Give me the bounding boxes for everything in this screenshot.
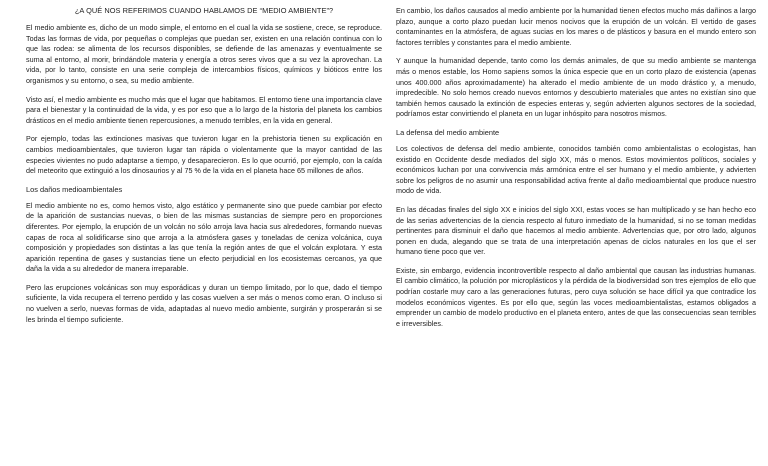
paragraph: El medio ambiente no es, como hemos visto, algo estático y permanente sino que puede cambiar por efecto de la aparición de sustancias nuevas, o bien de las mismas sustancias de siempre pero en proporciones diferentes. Por ejemplo, la erupción de un volcán no sólo arroja lava hacia sus alrededores, formando nuevas capas de roca al solidificarse sino que arroja a la atmósfera gases y toneladas de ceniza volcánica, cuya composición y propiedades son distintas a las que tenía la región antes de que el volcán explotara. Y esta aparición repentina de gases y sustancias tiene un efecto perjudicial en los ecosistemas cercanos, ya que daña la vida a su alrededor de manera irreparable.	[26, 200, 382, 274]
right-column	[396, 6, 756, 466]
section-heading-danos: Los daños medioambientales	[26, 184, 123, 194]
section-heading-defensa: La defensa del medio ambiente	[396, 127, 500, 137]
paragraph: En las décadas finales del siglo XX e inicios del siglo XXI, estas voces se han multiplicado y se han hecho eco de las serias advertencias de la ciencia respecto al futuro inmediato de la humanidad, si no se toman medidas pertinentes para disminuir el daño que hacemos al medio ambiente. Advertencias que, por otro lado, algunos ponen en duda, alegando que se trata de una interpretación apenas de ciclos naturales en los que el ser humano tiene poco que ver.	[396, 204, 756, 257]
paragraph: Por ejemplo, todas las extinciones masivas que tuvieron lugar en la prehistoria tienen su explicación en cambios medioambientales, que tuvieron lugar tan rápida o violentamente que la mayor cantidad de las especies vivientes no pudo adaptarse a tiempo, y desaparecieron. Es lo que ocurrió, por ejemplo, con la caída del meteorito que extinguió a los dinosaurios y al 75 % de la vida en el planeta hace 65 millones de años.	[26, 134, 382, 176]
paragraph: Existe, sin embargo, evidencia incontrovertible respecto al daño ambiental que causan las industrias humanas. El cambio climático, la polución por microplásticos y la pérdida de la biodiversidad son tres ejemplos de ello que podrían costarle muy caro a las generaciones futuras, pero cuya solución se hace difícil ya que contradice los modelos económicos vigentes. Es por ello que, según las voces medioambientalistas, estamos obligados a emprender un cambio de modelo productivo en el planeta entero, antes de que las consecuencias sean terribles e irreversibles.	[396, 265, 756, 328]
left-column	[26, 6, 382, 466]
document-title: ¿A QUÉ NOS REFERIMOS CUANDO HABLAMOS DE “MEDIO AMBIENTE”?	[74, 6, 334, 15]
paragraph: Pero las erupciones volcánicas son muy esporádicas y duran un tiempo limitado, por lo que, dado el tiempo suficiente, la vida recupera el terreno perdido y las cosas vuelven a ser más o menos como eran. O incluso si no vuelven a serlo, nuevas formas de vida, adaptadas al nuevo medio ambiente, surgirán y prosperarán si se les brinda el tiempo suficiente.	[26, 282, 382, 324]
paragraph: Y aunque la humanidad depende, tanto como los demás animales, de que su medio ambiente se mantenga más o menos estable, los Homo sapiens somos la única especie que en un corto plazo de existencia (apenas unos 400.000 años aproximadamente) ha alterado el medio ambiente de un modo drástico y, a menudo, impredecible. No solo hemos creado nuevos entornos y descubierto materiales que antes no existían sino que también hemos causado la extinción de especies enteras y, según advierten algunos sectores de la sociedad, podríamos estar convirtiendo el planeta en un lugar inhóspito para nosotros mismos.	[396, 56, 756, 119]
paragraph: Los colectivos de defensa del medio ambiente, conocidos también como ambientalistas o ecologistas, han existido en Occidente desde mediados del siglo XX, más o menos. Estos movimientos políticos, sociales y económicos luchan por una convivencia más armónica entre el ser humano y el medio ambiente, y advierten sobre los peligros de no asumir una responsabilidad activa frente al daño medioambiental que produce nuestro modo de vida.	[396, 143, 756, 196]
paragraph: El medio ambiente es, dicho de un modo simple, el entorno en el cual la vida se sostiene, crece, se reproduce. Todas las formas de vida, por pequeñas o complejas que puedan ser, existen en una relación continua con lo que las rodea: se alimenta de los recursos disponibles, se defiende de las amenazas y eventualmente se suma al entorno, al morir, brindándole materia y energía a otros seres vivos que a su vez la aprovechan. La vida, por lo tanto, consiste en una serie compleja de intercambios físicos, químicos y bióticos entre los organismos y su entorno, o sea, su medio ambiente.	[26, 23, 382, 85]
paragraph: En cambio, los daños causados al medio ambiente por la humanidad tienen efectos mucho más dañinos a largo plazo, aunque a corto plazo puedan lucir menos nocivos que la erupción de un volcán. El vertido de gases contaminantes en la atmósfera, de aguas sucias en los mares o de plásticos y basura en el mundo entero son factores terribles y constantes para el medio ambiente.	[396, 6, 756, 47]
paragraph: Visto así, el medio ambiente es mucho más que el lugar que habitamos. El entorno tiene una importancia clave para el bienestar y la continuidad de la vida, y es por eso que a lo largo de la historia del planeta los cambios drásticos en el medio ambiente tienen repercusiones, a menudo terribles, en la vida en general.	[26, 94, 383, 125]
